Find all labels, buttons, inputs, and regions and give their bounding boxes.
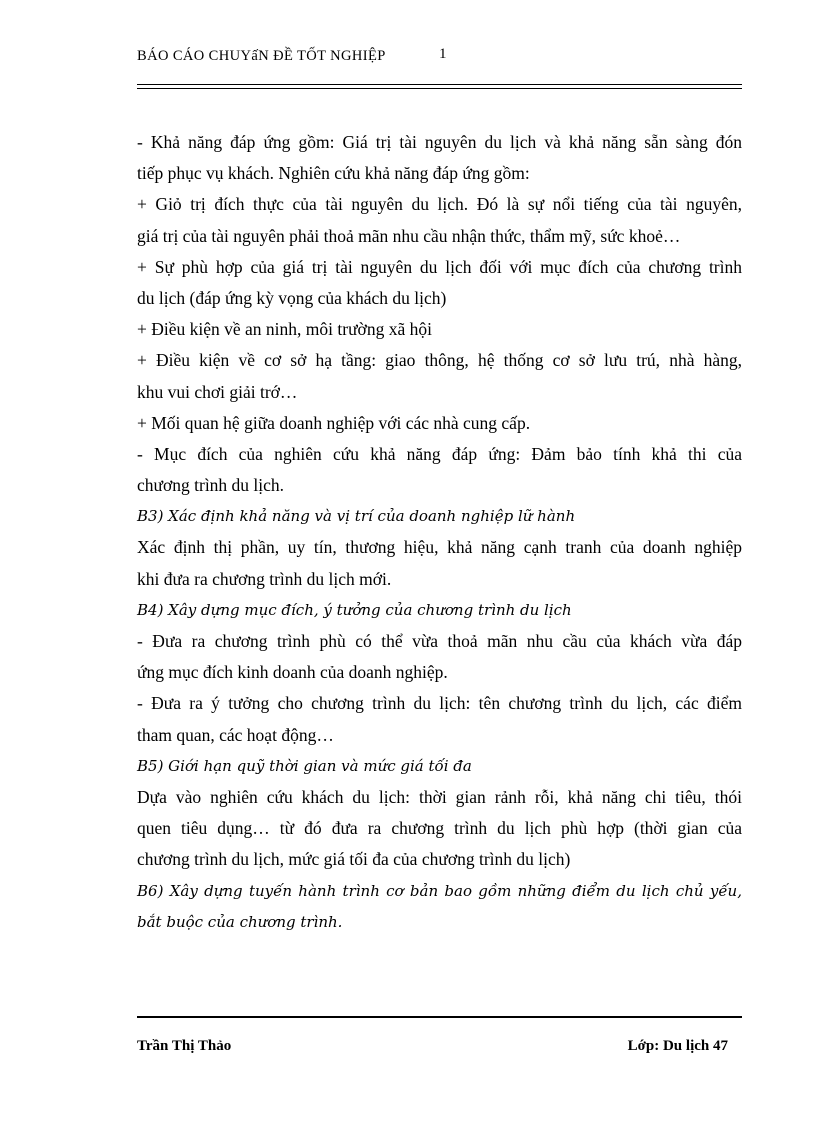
text-line: du lịch (đáp ứng kỳ vọng của khách du lịch)	[137, 287, 447, 308]
text-line: + Sự phù hợp của giá trị tài nguyên du lịch đối với mục đích của chương trình	[137, 256, 742, 277]
text-line: + Điều kiện về an ninh, môi trường xã hội	[137, 319, 432, 340]
body-text	[137, 127, 742, 938]
text-line: Dựa vào nghiên cứu khách du lịch: thời gian rảnh rỗi, khả năng chi tiêu, thói	[137, 786, 742, 807]
text-line: bắt buộc của chương trình.	[137, 912, 343, 931]
document-title: BÁO CÁO CHUYấN ĐỀ TỐT NGHIỆP	[137, 48, 386, 64]
text-line: chương trình du lịch, mức giá tối đa của chương trình du lịch)	[137, 849, 571, 870]
text-line: tiếp phục vụ khách. Nghiên cứu khả năng đáp ứng gồm:	[137, 163, 530, 184]
text-line: khi đưa ra chương trình du lịch mới.	[137, 568, 392, 589]
text-line: khu vui chơi giải trớ…	[137, 381, 298, 402]
footer-rule	[137, 1016, 742, 1018]
page-number: 1	[439, 46, 447, 62]
text-line: - Đưa ra chương trình phù có thể vừa thoả mãn nhu cầu của khách vừa đáp	[137, 631, 742, 651]
text-line: quen tiêu dụng… từ đó đưa ra chương trình du lịch phù hợp (thời gian của	[137, 818, 742, 839]
text-line: - Mục đích của nghiên cứu khả năng đáp ứng: Đảm bảo tính khả thi của	[137, 443, 742, 464]
text-line: ứng mục đích kinh doanh của doanh nghiệp.	[137, 662, 448, 683]
header-rule-lower	[137, 88, 742, 89]
section-heading-b4: B4) Xây dựng mục đích, ý tưởng của chương trình du lịch	[137, 600, 572, 619]
header-rule-upper	[137, 84, 742, 85]
text-line: tham quan, các hoạt động…	[137, 724, 334, 745]
text-line: - Đưa ra ý tưởng cho chương trình du lịch: tên chương trình du lịch, các điểm	[137, 693, 742, 714]
section-heading-b6: B6) Xây dựng tuyến hành trình cơ bản bao gồm những điểm du lịch chủ yếu,	[137, 881, 742, 900]
section-heading-b3: B3) Xác định khả năng và vị trí của doanh nghiệp lữ hành	[137, 507, 576, 526]
text-line: giá trị của tài nguyên phải thoả mãn nhu cầu nhận thức, thẩm mỹ, sức khoẻ…	[137, 225, 681, 246]
section-heading-b5: B5) Giới hạn quỹ thời gian và mức giá tối đa	[137, 756, 472, 775]
text-line: - Khả năng đáp ứng gồm: Giá trị tài nguyên du lịch và khả năng sẵn sàng đón	[137, 132, 742, 152]
author-name: Trần Thị Thảo	[137, 1038, 232, 1054]
text-line: chương trình du lịch.	[137, 475, 285, 496]
text-line: + Giỏ trị đích thực của tài nguyên du lịch. Đó là sự nổi tiếng của tài nguyên,	[137, 194, 742, 215]
text-line: + Điều kiện về cơ sở hạ tầng: giao thông, hệ thống cơ sở lưu trú, nhà hàng,	[137, 350, 742, 371]
text-line: + Mối quan hệ giữa doanh nghiệp với các nhà cung cấp.	[137, 412, 531, 433]
text-line: Xác định thị phần, uy tín, thương hiệu, khả năng cạnh tranh của doanh nghiệp	[137, 537, 742, 558]
page-header	[137, 48, 742, 72]
class-label: Lớp: Du lịch 47	[627, 1038, 728, 1054]
